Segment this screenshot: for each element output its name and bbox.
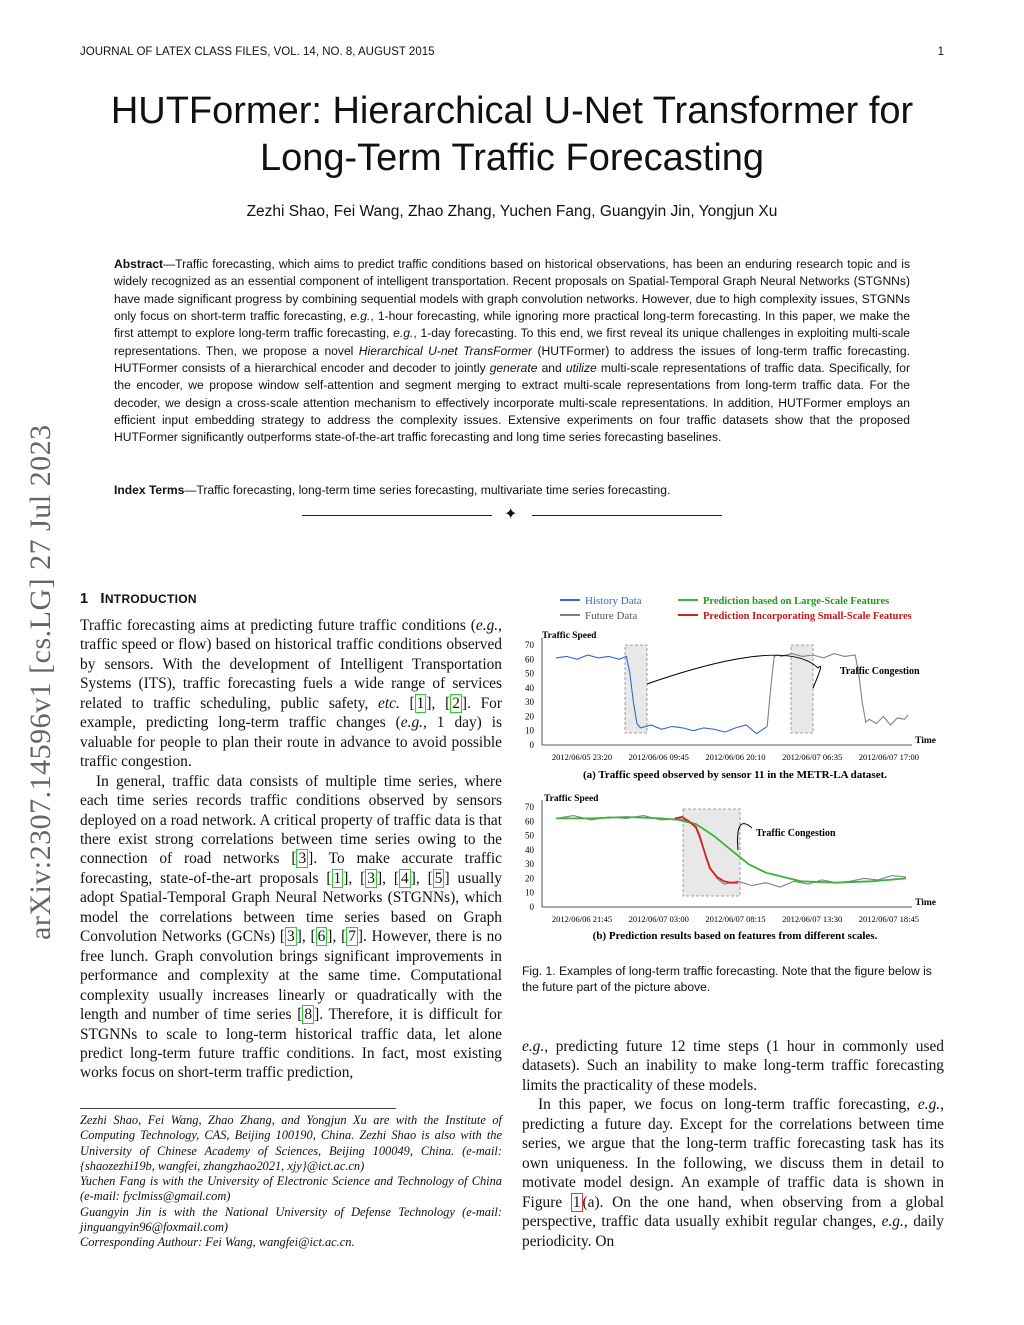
text-run: [400, 695, 410, 712]
congestion-highlight: [791, 645, 813, 733]
text-run: , predicting future 12 time steps (1 hour in commonly used datasets). Such an inability to make long-term traffic forecasting limits the practicality of these models.: [522, 1038, 944, 1094]
y-axis-label: Traffic Speed: [544, 794, 599, 804]
right-paragraph-2: [522, 1095, 944, 1251]
citation-link[interactable]: 3: [367, 869, 375, 887]
x-axis-label: Time: [915, 898, 936, 908]
intro-paragraph-2: In general, traffic data consists of multiple time series, where each time series records traffic conditions observed by sensors deployed on a road network. A critical property of traffic data is that there exist strong correlations between time series owing to the connection of road networks [ 3 ]. To make accurate traffic forecasting, state-of-the-art proposals [ 1 ], [ 3 ], [ 4 ], [ 5 ] usually adopt Spatial-Temporal Graph Neural Networks (STGNNs), which model the correlations between time series based on Graph Convolution Networks (GCNs) [ 3 ], [ 6 ], [ 7 ]. However, there is no free lunch. Graph convolution brings significant improvements in performance and complexity at the same time. Computational complexity usually increases linearly or quadratically with the length and number of time series [ 8 ]. Therefore, it is difficult for STGNNs to scale to long-term historical traffic data, let alone predict long-term future traffic conditions. In fact, most existing works focus on short-term traffic prediction,: [80, 772, 503, 1082]
abstract-text-1: —Traffic forecasting, which aims to predict traffic conditions based on historical observations, has been an enduring research topic and is widely recognized as an essential component of intelligent transportation. Recent proposals on Spatial-Temporal Graph Neural Networks (STGNNs) have made significant progress by combining sequential models with graph convolution networks. However, due to high complexity issues, STGNNs only focus on short-term traffic forecasting,: [114, 257, 910, 324]
x-tick-label: 2012/06/07 18:45: [858, 914, 920, 924]
y-tick-label: 20: [525, 873, 534, 884]
footnote-affiliation-1: Zezhi Shao, Fei Wang, Zhao Zhang, and Yongjun Xu are with the Institute of Computing Technology, CAS, Beijing 100190, China. Zezhi Shao is also with the University of Chinese Academy of Sciences, Beijing 100049, China. (e-mail: {shaozezhi19b, wangfei, zhangzhao2021, xjy}@ict.ac.cn): [80, 1113, 502, 1173]
text-run: , 1 day) is valuable for people to plan their route in advance to avoid possible traffic congestion.: [80, 714, 502, 771]
page-number: 1: [937, 46, 944, 58]
text-run: , predicting a future day. Except for the correlations between time series, we argue that the long-term traffic forecasting task has its own uniqueness. In the following, we discuss them in detail to motivate model design. An example of traffic data is shown in Figure: [522, 1096, 944, 1211]
footnote-affiliation-2: Yuchen Fang is with the University of Electronic Science and Technology of China (e-mail: fyclmiss@gmail.com): [80, 1174, 502, 1204]
chart-panel-a: [525, 631, 936, 781]
index-terms-label: Index Terms: [114, 483, 185, 497]
title-line-1: HUTFormer: Hierarchical U-Net Transformer for: [110, 90, 914, 132]
citation-link[interactable]: 1: [416, 694, 425, 712]
figure-1: [520, 588, 950, 948]
right-column: [522, 1037, 944, 1251]
text-run: ,: [431, 694, 446, 712]
x-tick-label: 2012/06/07 03:00: [628, 914, 689, 924]
annotation-arrow: [813, 666, 821, 688]
text-run: . However, there is no free lunch. Graph convolution brings significant improvements in performance and complexity at the same time. Computational complexity usually increases linearly or quadratically with the length and number of time series: [80, 928, 503, 1024]
x-tick-label: 2012/06/06 09:45: [628, 752, 689, 762]
text-run: , daily periodicity. On: [522, 1213, 944, 1250]
legend: [560, 595, 912, 622]
text-run: e.g.: [917, 1096, 941, 1114]
text-run: ,: [382, 869, 394, 887]
legend-large-label: Prediction based on Large-Scale Features: [703, 596, 890, 607]
x-axis-ticks: [552, 914, 919, 924]
abstract: [114, 256, 910, 447]
section-title-rest: NTRODUCTION: [104, 592, 197, 606]
annotation-label: Traffic Congestion: [840, 666, 920, 677]
y-tick-label: 40: [525, 844, 534, 855]
right-paragraph-1: [522, 1037, 944, 1095]
index-terms: [114, 482, 910, 499]
abstract-text-5: and: [537, 361, 566, 376]
abstract-text-6: multi-scale representations of traffic data. Specifically, for the encoder, we propose window self-attention and segment merging to extract multi-scale representations from long-term traffic data. For the decoder, we design a cross-scale attention mechanism to effectively incorporate multi-scale representations. In addition, HUTFormer employs an efficient input embedding strategy to address the complexity issues. Extensive experiments on four traffic datasets show that the proposed HUTFormer significantly outperforms state-of-the-art traffic forecasting and long time series forecasting baselines.: [114, 361, 910, 445]
section-divider: [302, 507, 722, 527]
section-title-initial: I: [100, 590, 105, 607]
citation-link[interactable]: 7: [348, 928, 356, 946]
y-tick-label: 10: [525, 887, 534, 898]
annotation-label: Traffic Congestion: [756, 828, 836, 839]
y-tick-label: 10: [525, 725, 534, 736]
x-tick-label: 2012/06/07 08:15: [705, 914, 766, 924]
series-line: [767, 654, 908, 727]
x-tick-label: 2012/06/07 06:35: [782, 752, 843, 762]
citation-link[interactable]: 5: [434, 869, 443, 887]
text-run: ,: [415, 869, 428, 887]
journal-name: JOURNAL OF LATEX CLASS FILES, VOL. 14, NO. 8, AUGUST 2015: [80, 46, 435, 58]
citation-link[interactable]: 1: [333, 869, 342, 887]
abstract-text-4: (HUTFormer) to address the issues of long-term traffic forecasting. HUTFormer consists of a hierarchical encoder and decoder to jointly: [114, 343, 911, 376]
x-tick-label: 2012/06/05 23:20: [551, 752, 613, 762]
legend-small-label: Prediction Incorporating Small-Scale Features: [703, 611, 912, 622]
y-axis: [525, 802, 535, 912]
text-run: etc.: [378, 694, 400, 712]
text-run: , traffic speed or flow) based on historical traffic conditions observed by sensors. With the development of Intelligent Transportation Systems (ITS), traffic forecasting fuels a wide range of services related to traffic scheduling, public safety,: [80, 617, 502, 712]
text-run: e.g.: [522, 1038, 545, 1055]
section-number: 1: [80, 591, 89, 607]
y-tick-label: 30: [525, 697, 534, 708]
x-axis-ticks: [552, 752, 919, 762]
citation-link[interactable]: 6: [317, 928, 326, 946]
divider-line-right: [532, 515, 722, 516]
paper-title: [60, 88, 964, 182]
y-axis: [525, 640, 535, 750]
footnote-rule: [80, 1108, 396, 1109]
index-terms-text: —Traffic forecasting, long-term time series forecasting, multivariate time series forecasting.: [184, 483, 671, 497]
text-run: In general, traffic data consists of multiple time series, where each time series records traffic conditions observed by sensors deployed on a road network. A critical property of traffic data is that there exist strong correlations between time series owing to the connection of road networks: [80, 772, 502, 868]
text-run: ,: [348, 869, 361, 887]
subfigure-caption-b: (b) Prediction results based on features from different scales.: [592, 930, 878, 942]
figure-caption-text: Examples of long-term traffic forecasting. Note that the figure below is the future part of the picture above.: [522, 964, 932, 994]
abstract-eg-2: e.g.: [393, 326, 414, 341]
citation-link[interactable]: 4: [401, 869, 409, 887]
x-tick-label: 2012/06/07 13:30: [782, 914, 843, 924]
text-run: In this paper, we focus on long-term traffic forecasting,: [538, 1096, 918, 1114]
legend-history-label: History Data: [585, 595, 642, 607]
citation-link[interactable]: 3: [286, 928, 295, 946]
x-tick-label: 2012/06/06 21:45: [551, 914, 613, 924]
y-tick-label: 50: [525, 830, 534, 841]
y-tick-label: 70: [525, 802, 534, 812]
text-run: . For example, predicting long-term traffic changes (: [80, 694, 503, 732]
left-column: [80, 590, 502, 1083]
section-heading: [80, 590, 502, 607]
arxiv-stamp: arXiv:2307.14596v1 [cs.LG] 27 Jul 2023: [24, 424, 57, 940]
title-line-2: Long-Term Traffic Forecasting: [259, 137, 765, 179]
text-run: (a). On the one hand, when observing from a global perspective, traffic data usually exhibit regular changes,: [522, 1193, 944, 1231]
series-line: [556, 655, 767, 734]
text-run: e.g.: [475, 617, 499, 634]
abstract-text-3: , 1-day forecasting. To this end, we first reveal its unique challenges in exploiting multi-scale representations. Then, we propose a novel: [114, 326, 910, 358]
y-tick-label: 70: [525, 640, 534, 650]
abstract-text-2: , 1-hour forecasting, while ignoring more practical long-term forecasting. In this paper, we make the first attempt to explore long-term traffic forecasting,: [114, 309, 911, 341]
footnote-corresponding: Corresponding Authour: Fei Wang, wangfei@ict.ac.cn.: [80, 1235, 355, 1250]
y-tick-label: 30: [525, 859, 534, 870]
text-run: e.g.: [881, 1213, 904, 1231]
figure-reference-link[interactable]: 1: [572, 1193, 581, 1211]
text-run: . Therefore, it is difficult for STGNNs to scale to long-term historical traffic data, let alone predict long-term future traffic conditions. In fact, most existing works focus on short-term traffic prediction,: [80, 1006, 502, 1082]
y-tick-label: 0: [529, 740, 534, 750]
citation-link[interactable]: 2: [452, 694, 460, 712]
y-tick-label: 0: [529, 902, 534, 912]
figure-caption-label: Fig. 1.: [522, 964, 556, 978]
abstract-eg-1: e.g.: [350, 309, 371, 324]
text-run: usually adopt Spatial-Temporal Graph Neural Networks (STGNNs), which model the correlations between time series based on Graph Convolution Networks (GCNs): [80, 869, 502, 946]
x-tick-label: 2012/06/06 20:10: [705, 752, 766, 762]
abstract-generate: generate: [489, 361, 538, 376]
divider-diamond-icon: ✦: [504, 506, 518, 523]
subfigure-caption-a: (a) Traffic speed observed by sensor 11 in the METR-LA dataset.: [582, 769, 888, 781]
y-tick-label: 60: [525, 816, 534, 827]
text-run: Traffic forecasting aims at predicting future traffic conditions (: [80, 617, 476, 634]
text-run: . To make accurate traffic forecasting, state-of-the-art proposals: [80, 850, 502, 887]
y-tick-label: 60: [525, 654, 534, 665]
citation-link[interactable]: 8: [304, 1006, 313, 1024]
footnotes: [80, 1113, 502, 1251]
y-tick-label: 40: [525, 682, 534, 693]
abstract-utilize: utilize: [565, 361, 597, 376]
text-run: e.g.: [400, 714, 424, 732]
text-run: ,: [301, 928, 311, 946]
figure-caption: [522, 964, 946, 995]
abstract-model-name: Hierarchical U-net TransFormer: [358, 343, 533, 358]
running-head: [80, 46, 944, 58]
footnote-affiliation-3: Guangyin Jin is with the National University of Defense Technology (e-mail: jinguangyin96@foxmail.com): [80, 1204, 502, 1235]
citation-link[interactable]: 3: [298, 850, 307, 868]
legend-future-label: Future Data: [585, 610, 638, 622]
y-tick-label: 50: [525, 668, 534, 679]
abstract-label: Abstract: [114, 257, 164, 271]
author-list: Zezhi Shao, Fei Wang, Zhao Zhang, Yuchen Fang, Guangyin Jin, Yongjun Xu: [246, 203, 778, 220]
divider-line-left: [302, 515, 492, 516]
y-axis-label: Traffic Speed: [542, 631, 597, 641]
chart-panel-b: [525, 794, 936, 942]
x-tick-label: 2012/06/07 17:00: [858, 752, 920, 762]
x-axis-label: Time: [915, 736, 936, 746]
text-run: ,: [332, 928, 342, 946]
y-tick-label: 20: [525, 711, 534, 722]
intro-paragraph-1: Traffic forecasting aims at predicting future traffic conditions (e.g., traffic speed or flow) based on historical traffic conditions observed by sensors. With the development of Intelligent Transportation Systems (ITS), traffic forecasting fuels a wide range of services related to traffic scheduling, public safety, etc. [ 1 ], [ 2 ]. For example, predicting long-term traffic changes (e.g., 1 day) is valuable for people to plan their route in advance to avoid possible traffic congestion.: [80, 617, 503, 771]
